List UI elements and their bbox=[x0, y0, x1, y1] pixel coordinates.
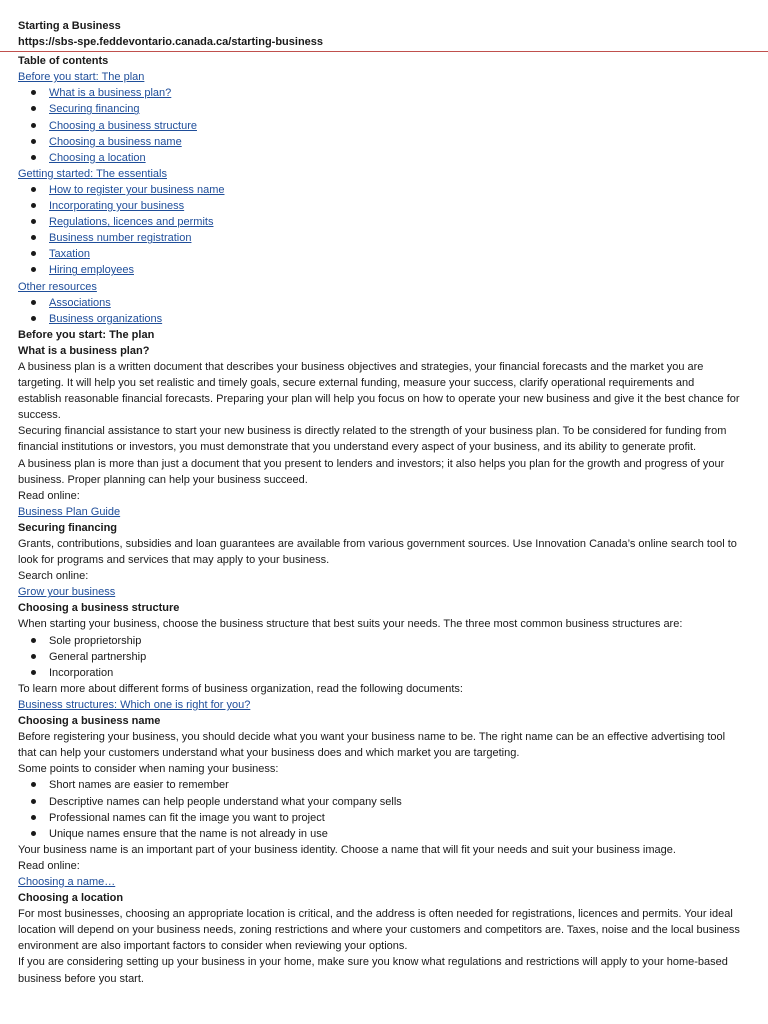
toc-link[interactable]: Associations bbox=[49, 296, 111, 309]
bullet-icon bbox=[31, 203, 36, 208]
list-item-text: Descriptive names can help people understand what your company sells bbox=[49, 795, 402, 808]
heading-location: Choosing a location bbox=[18, 892, 124, 905]
header-divider bbox=[0, 51, 768, 52]
toc-item bbox=[18, 311, 738, 327]
toc-item bbox=[18, 246, 738, 262]
bullet-icon bbox=[31, 831, 36, 836]
financing-paragraph: Grants, contributions, subsidies and loan guarantees are available from various government sources. Use Innovation Canada’s online search tool to look for programs and services that may apply to your business. bbox=[18, 538, 737, 567]
toc-item bbox=[18, 182, 738, 198]
bullet-icon bbox=[31, 235, 36, 240]
business-plan-guide-link[interactable]: Business Plan Guide bbox=[18, 505, 121, 518]
bullet-icon bbox=[31, 670, 36, 675]
toc-section-link-plan[interactable]: Before you start: The plan bbox=[18, 71, 145, 84]
grow-your-business-link[interactable]: Grow your business bbox=[18, 586, 116, 599]
document-content bbox=[18, 18, 738, 987]
toc-link[interactable]: Securing financing bbox=[49, 103, 140, 116]
section-heading-plan: Before you start: The plan bbox=[18, 328, 155, 341]
toc-item bbox=[18, 230, 738, 246]
bullet-icon bbox=[31, 799, 36, 804]
list-item bbox=[18, 810, 738, 826]
toc-link[interactable]: Business organizations bbox=[49, 312, 163, 325]
name-paragraph-1: Before registering your business, you should decide what you want your business name to be. The right name can be an effective advertising tool that can help your customers understand what your business does and which market you are targeting. bbox=[18, 731, 726, 760]
bullet-icon bbox=[31, 106, 36, 111]
bullet-icon bbox=[31, 187, 36, 192]
location-paragraph-2: If you are considering setting up your business in your home, make sure you know what regulations and restrictions will apply to your home-based business before you start. bbox=[18, 956, 728, 985]
list-item-text: Unique names ensure that the name is not already in use bbox=[49, 827, 328, 840]
toc-section-link-resources[interactable]: Other resources bbox=[18, 280, 97, 293]
toc-heading: Table of contents bbox=[18, 55, 109, 68]
toc-item bbox=[18, 198, 738, 214]
toc-section-link-essentials[interactable]: Getting started: The essentials bbox=[18, 167, 167, 180]
toc-list-resources bbox=[18, 295, 738, 327]
toc-item bbox=[18, 118, 738, 134]
location-paragraph-1: For most businesses, choosing an appropriate location is critical, and the address is often needed for registrations, licences and permits. Your ideal location will depend on your business needs, zoning restrictions and where your customers and competitors are. Taxes, noise and the local business environment are also important factors to consider when reviewing your options. bbox=[18, 908, 740, 953]
list-item bbox=[18, 633, 738, 649]
bullet-icon bbox=[31, 219, 36, 224]
list-item bbox=[18, 826, 738, 842]
bullet-icon bbox=[31, 300, 36, 305]
toc-link[interactable]: Business number registration bbox=[49, 232, 192, 245]
list-item bbox=[18, 649, 738, 665]
bullet-icon bbox=[31, 251, 36, 256]
toc-link[interactable]: Taxation bbox=[49, 248, 90, 261]
bullet-icon bbox=[31, 638, 36, 643]
bullet-icon bbox=[31, 316, 36, 321]
structure-list bbox=[18, 633, 738, 681]
list-item-text: General partnership bbox=[49, 650, 147, 663]
read-online-label: Read online: bbox=[18, 489, 80, 502]
heading-name: Choosing a business name bbox=[18, 715, 161, 728]
list-item-text: Professional names can fit the image you want to project bbox=[49, 811, 325, 824]
list-item bbox=[18, 665, 738, 681]
read-online-label: Read online: bbox=[18, 859, 80, 872]
toc-link[interactable]: Choosing a location bbox=[49, 151, 146, 164]
bullet-icon bbox=[31, 123, 36, 128]
toc-item bbox=[18, 85, 738, 101]
toc-link[interactable]: Hiring employees bbox=[49, 264, 134, 277]
toc-link[interactable]: What is a business plan? bbox=[49, 87, 172, 100]
bullet-icon bbox=[31, 267, 36, 272]
toc-link[interactable]: Regulations, licences and permits bbox=[49, 216, 214, 229]
structure-paragraph-2: To learn more about different forms of business organization, read the following documents: bbox=[18, 682, 463, 695]
toc-link[interactable]: How to register your business name bbox=[49, 183, 225, 196]
list-item-text: Incorporation bbox=[49, 666, 114, 679]
toc-item bbox=[18, 150, 738, 166]
toc-list-essentials bbox=[18, 182, 738, 279]
business-plan-paragraph-2: Securing financial assistance to start your new business is directly related to the strength of your business plan. To be considered for funding from financial institutions or investors, you must demonstrate that you understand every aspect of your business, and its ability to generate profit. bbox=[18, 425, 727, 454]
bullet-icon bbox=[31, 782, 36, 787]
toc-item bbox=[18, 262, 738, 278]
bullet-icon bbox=[31, 815, 36, 820]
business-plan-paragraph-3: A business plan is more than just a document that you present to lenders and investors; it also helps you plan for the growth and progress of your business. Proper planning can help your business succeed. bbox=[18, 457, 725, 486]
document-title: Starting a Business bbox=[18, 20, 121, 32]
toc-list-plan bbox=[18, 85, 738, 165]
heading-business-plan: What is a business plan? bbox=[18, 344, 150, 357]
name-paragraph-2: Some points to consider when naming your business: bbox=[18, 763, 279, 776]
document-url: https://sbs-spe.feddevontario.canada.ca/starting-business bbox=[18, 36, 324, 49]
toc-item bbox=[18, 295, 738, 311]
toc-item bbox=[18, 134, 738, 150]
list-item-text: Short names are easier to remember bbox=[49, 779, 229, 792]
name-paragraph-3: Your business name is an important part of your business identity. Choose a name that will fit your needs and suit your business image. bbox=[18, 843, 676, 856]
bullet-icon bbox=[31, 90, 36, 95]
toc-link[interactable]: Choosing a business structure bbox=[49, 119, 197, 132]
structure-paragraph-1: When starting your business, choose the business structure that best suits your needs. The three most common business structures are: bbox=[18, 618, 683, 631]
bullet-icon bbox=[31, 155, 36, 160]
heading-financing: Securing financing bbox=[18, 521, 118, 534]
search-online-label: Search online: bbox=[18, 570, 89, 583]
business-plan-paragraph-1: A business plan is a written document that describes your business objectives and strategies, your financial forecasts and the market you are targeting. It will help you set realistic and timely goals, secure external funding, measure your success, clarify operational requirements and establish reasonable financial forecasts. Preparing your plan will help you focus on how to operate your new business and give it the best chance for success. bbox=[18, 360, 740, 422]
toc-item bbox=[18, 214, 738, 230]
toc-link[interactable]: Choosing a business name bbox=[49, 135, 182, 148]
name-tips-list bbox=[18, 777, 738, 841]
business-structures-link[interactable]: Business structures: Which one is right for you? bbox=[18, 698, 251, 711]
bullet-icon bbox=[31, 139, 36, 144]
choosing-a-name-link[interactable]: Choosing a name… bbox=[18, 875, 116, 888]
list-item bbox=[18, 777, 738, 793]
list-item bbox=[18, 794, 738, 810]
bullet-icon bbox=[31, 654, 36, 659]
list-item-text: Sole proprietorship bbox=[49, 634, 142, 647]
heading-structure: Choosing a business structure bbox=[18, 602, 180, 615]
toc-link[interactable]: Incorporating your business bbox=[49, 200, 185, 213]
toc-item bbox=[18, 101, 738, 117]
